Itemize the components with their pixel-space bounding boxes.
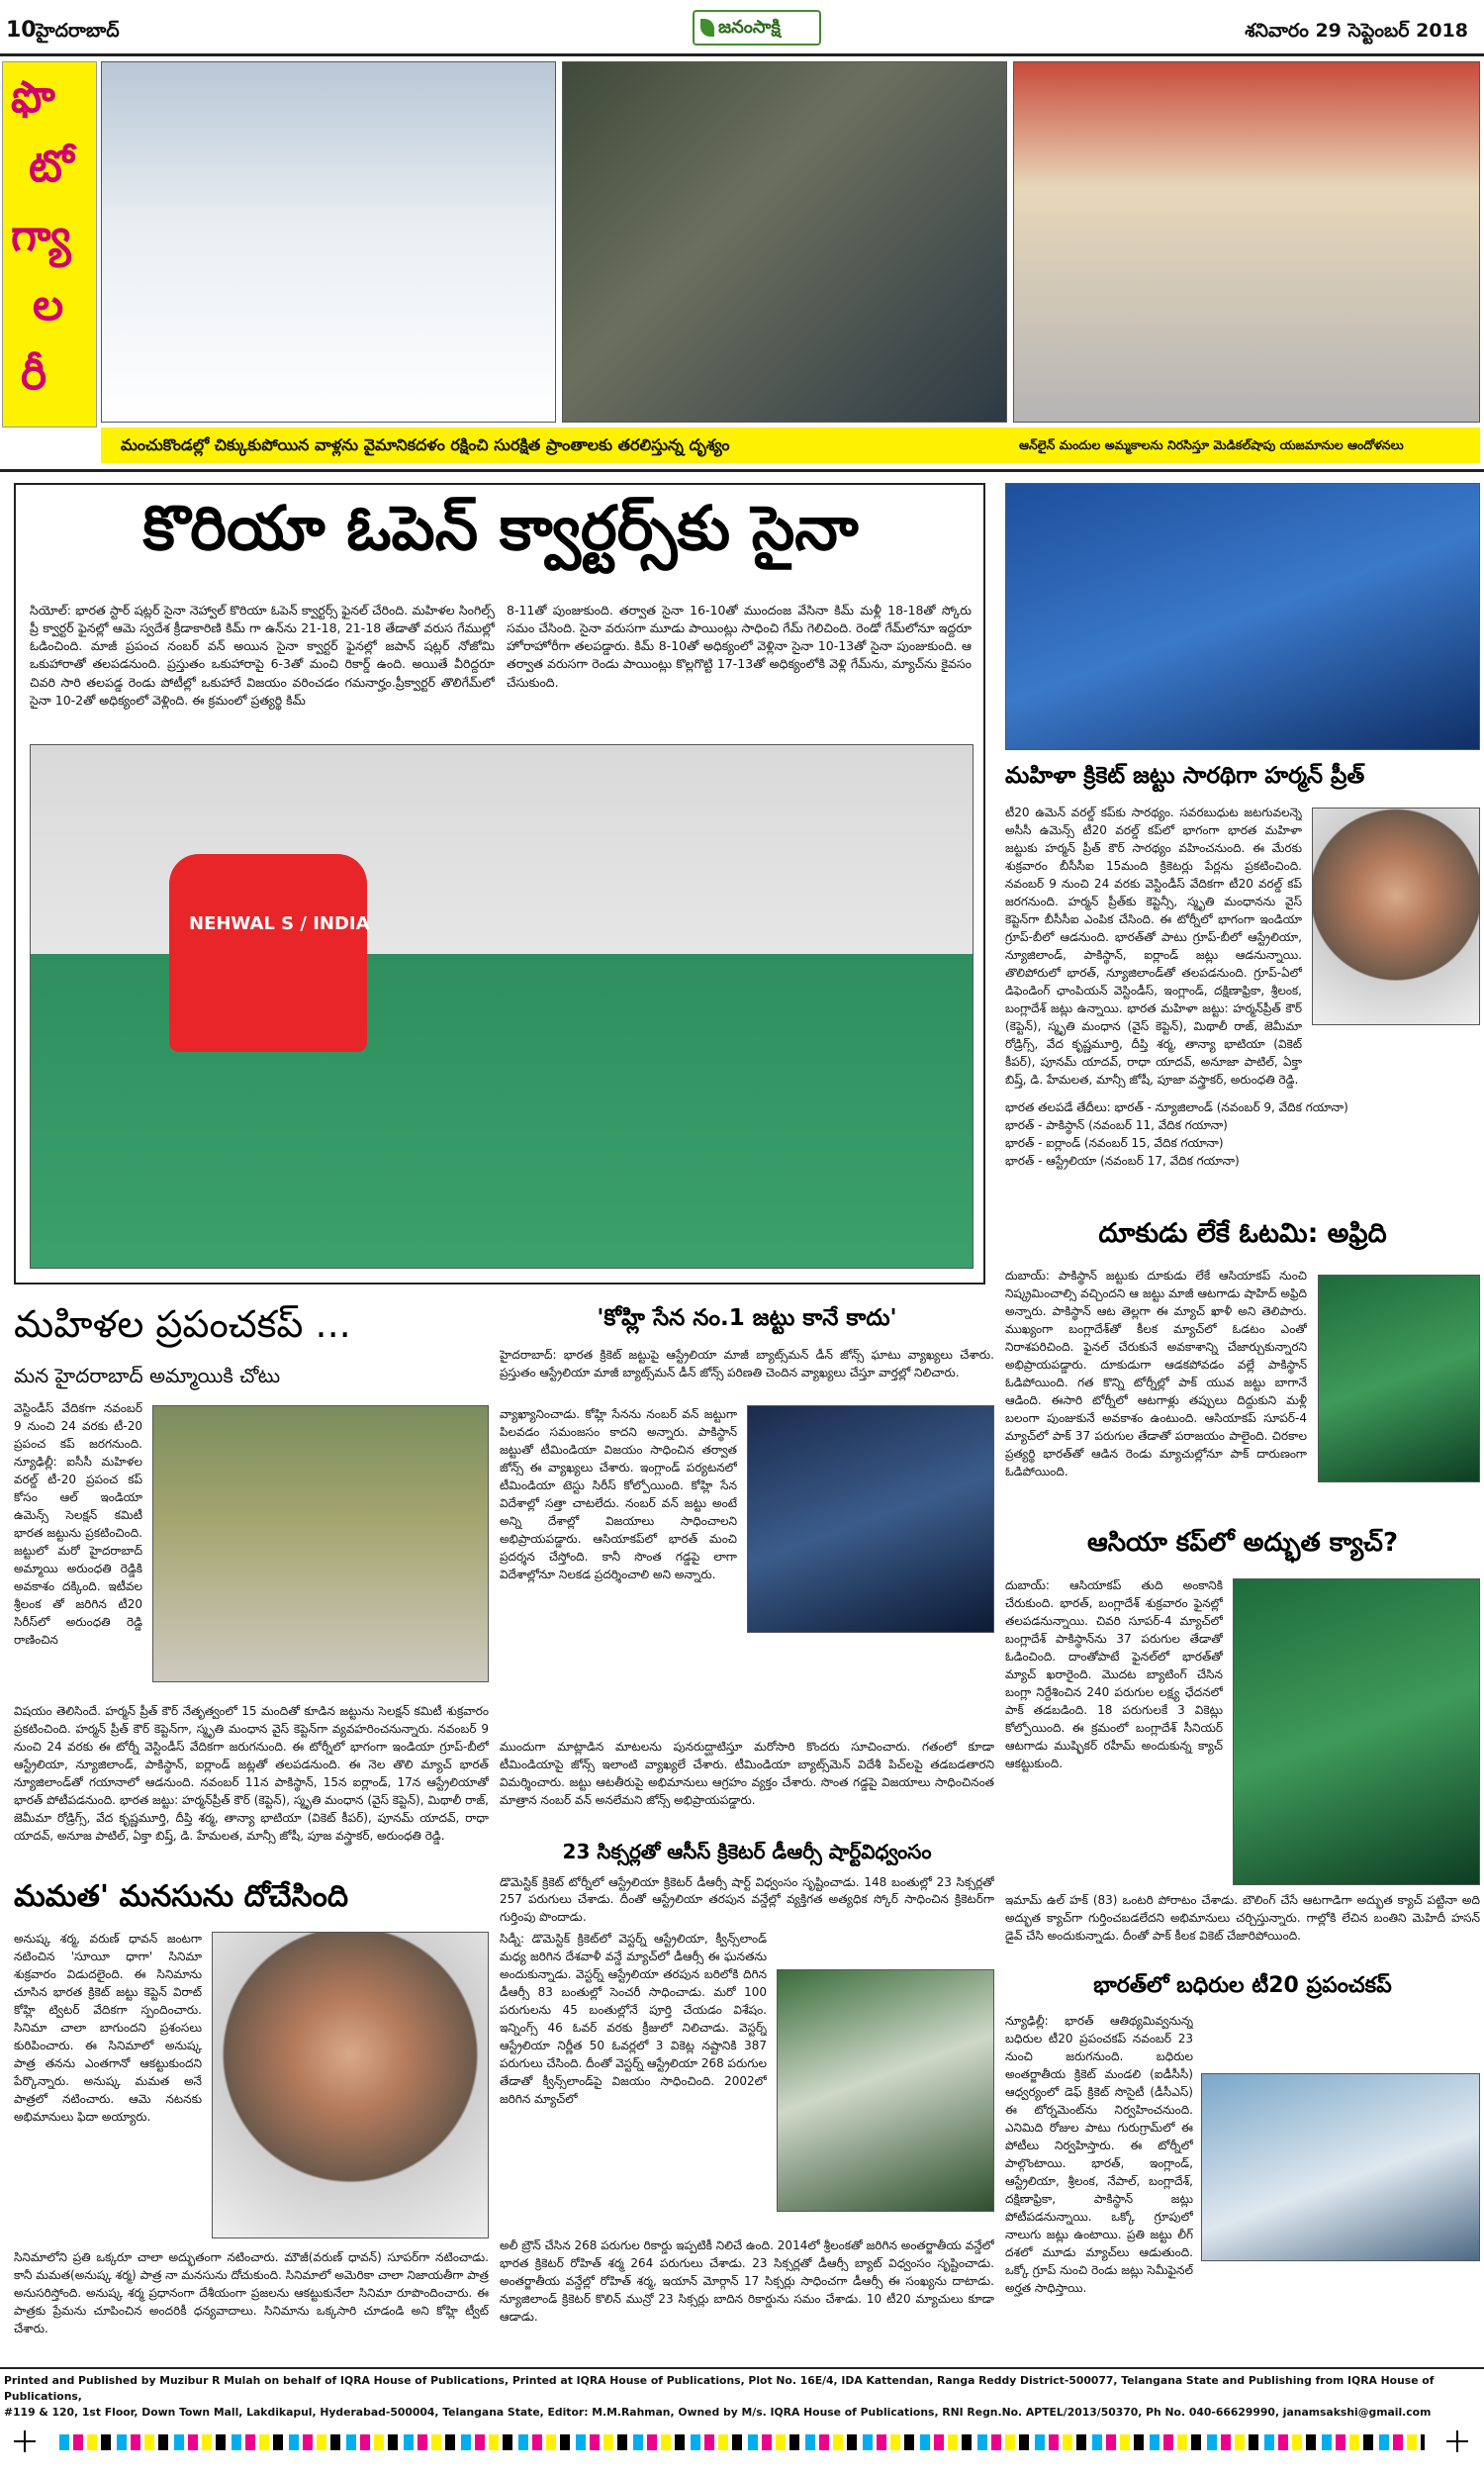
afridi-headline: దూకుడు లేకే ఓటమి: అఫ్రిది bbox=[1098, 1218, 1387, 1249]
schedule-list bbox=[1005, 1098, 1480, 1207]
wc-body-full: విషయం తెలిసిందే. హర్మన్ ప్రీత్ కౌర్ నేతృత్వంలో 15 మందితో కూడిన జట్టును సెలక్షన్ కమిటీ శుక్రవారం ప్రకటించింది. హర్మన్ ప్రీత్ కౌర్ కెప్టెన్‌గా, స్మృతి మంధాన వైస్ కెప్టెన్‌గా వ్యవహరించనున్నారు. నవంబర్ 9 నుంచి 24 వరకు ఈ టోర్నీ వెస్టిండీస్ వేదికగా జరుగనుంది. ఈ టోర్నీలో భాగంగా ఇండియా గ్రూప్-బీలో ఆస్ట్రేలియా, న్యూజిలాండ్, పాకిస్థాన్, ఐర్లాండ్ జట్లతో తలపడనుంది. ఈ నెల తొలి మ్యాచ్ భారత్ న్యూజిలాండ్‌తో గయానాలో ఆడనుంది. నవంబర్ 11న పాకిస్థాన్, 15న ఐర్లాండ్, 17న ఆస్ట్రేలియాతో భారత్ పోటీపడనుంది. భారత జట్టు: హర్మన్‌ప్రీత్ కౌర్ (కెప్టెన్), స్మృతి మంధాన (వైస్ కెప్టెన్), మిథాలీ రాజ్, జెమీమా రోడ్రిగ్స్, వేద కృష్ణమూర్తి, దీప్తి శర్మ, తాన్యా భాటియా (వికెట్ కీపర్), పూనమ్ యాదవ్, రాధా యాదవ్, అనూజ పాటిల్, ఏక్తా బిష్త్, డి. హేమలత, మాన్సీ జోషీ, పూజ వస్త్రాకర్, అరుంధతి రెడ్డి. bbox=[14, 1704, 489, 1843]
deaf-team-photo bbox=[1201, 2073, 1480, 2261]
paper-name: జనంసాక్షి bbox=[718, 17, 781, 38]
footer-rule bbox=[0, 2367, 1484, 2369]
mamata-body-full: సినిమాలోని ప్రతి ఒక్కరూ చాలా అద్భుతంగా నటించారు. మౌజీ(వరుణ్ ధావన్) సూపర్‌గా నటించాడు. కానీ మమత(అనుష్క శర్మ) పాత్ర నా మనసును దోచుకుంది. సినిమాలో అమెరికా చాలా నిజాయతీగా పాత్ర అనుసరిస్తోంది. అనుష్క శర్మ ప్రధానంగా దేశీయంగా ప్రజలను ఆకట్టుకునేలా సినిమా రూపొందించారు. ఈ పాత్రకు ప్రేమను చూపించిన అందరికీ ధన్యవాదాలు. సినిమాను ఒక్కసారి చూడండి అని కోహ్లి ట్వీట్ చేశారు. bbox=[14, 2250, 489, 2335]
gallery-letter: ఫొ bbox=[11, 72, 55, 123]
gallery-letter: గ్యా bbox=[11, 211, 71, 261]
wc-subhead: మన హైదరాబాద్ అమ్మాయికి చోటు bbox=[14, 1364, 281, 1387]
kohli-photo bbox=[212, 1932, 489, 2238]
deaf-body: న్యూఢిల్లీ: భారత్ ఆతిథ్యమివ్వనున్న బధిరుల టీ20 ప్రపంచకప్ నవంబర్ 23 నుంచి జరుగనుంది. బధిరుల అంతర్జాతీయ క్రికెట్ మండలి (ఐడీసీసీ) ఆధ్వర్యంలో డెఫ్ క్రికెట్ సొసైటీ (డీసీఎస్) ఈ టోర్నమెంట్‌ను నిర్వహించనుంది. ఎనిమిది రోజుల పాటు గురుగ్రామ్‌లో ఈ పోటీలు నిర్వహిస్తారు. ఈ టోర్నీలో పాల్గొంటాయి. భారత్, ఇంగ్లాండ్, ఆస్ట్రేలియా, శ్రీలంక, నేపాల్, బంగ్లాదేశ్, దక్షిణాఫ్రికా, పాకిస్థాన్ జట్లు పోటీపడనున్నాయి. ఒక్కో గ్రూపులో నాలుగు జట్లు ఉంటాయి. ప్రతి జట్టు లీగ్ దశలో మూడు మ్యాచ్‌లు ఆడుతుంది. ఒక్కో గ్రూప్ నుంచి రెండు జట్లు సెమీఫైనల్ అర్హత సాధిస్తాయి. bbox=[1005, 2014, 1193, 2295]
schedule-item: భారత తలపడే తేదీలు: భారత్ - న్యూజిలాండ్ (నవంబర్ 9, వేదిక గయానా) bbox=[1005, 1100, 1348, 1114]
saina-photo bbox=[30, 744, 974, 1269]
womens-team-photo bbox=[1005, 483, 1480, 750]
photo-gallery bbox=[0, 59, 1484, 470]
wc-body-narrow: వెస్టిండీస్ వేదికగా నవంబర్ 9 నుంచి 24 వరకు టీ-20 ప్రపంచ కప్ జరగనుంది. న్యూఢిల్లీ: ఐసీసీ మహిళల వరల్డ్ టీ-20 ప్రపంచ కప్ కోసం ఆల్ ఇండియా ఉమెన్స్ సెలక్షన్ కమిటీ భారత జట్టును ప్రకటించింది. జట్టులో మరో హైదరాబాద్ అమ్మాయి అరుంధతి రెడ్డికి అవకాశం దక్కింది. ఇటీవల శ్రీలంక తో జరిగిన టీ20 సిరీస్‌లో అరుంధతి రెడ్డి రాణించిన bbox=[14, 1401, 142, 1647]
kohli-team-article bbox=[500, 1306, 994, 1831]
short-article bbox=[500, 1841, 994, 2350]
gallery-caption-left: మంచుకొండల్లో చిక్కుకుపోయిన వాళ్లను వైమానికదళం రక్షించి సురక్షిత ప్రాంతాలకు తరలిస్తున్న దృశ్యం bbox=[121, 435, 730, 454]
darcy-short-photo bbox=[777, 1969, 994, 2212]
registration-dots bbox=[59, 2434, 1425, 2450]
afridi-photo bbox=[1318, 1275, 1480, 1482]
mamata-body-narrow: అనుష్క శర్మ, వరుణ్ ధావన్ జంటగా నటించిన 'సూయీ ధాగా' సినిమా శుక్రవారం విడుదలైంది. ఈ సినిమాను చూసిన భారత క్రికెట్ జట్టు కెప్టెన్ విరాట్ కోహ్లి ట్విటర్ వేదికగా స్పందించారు. సినిమా చాలా బాగుందని ప్రశంసలు కురిపించారు. ఈ సినిమాలో అనుష్క పాత్ర తనను ఎంతగానో ఆకట్టుకుందని పేర్కొన్నారు. అనుష్క మమత అనే పాత్రలో నటించారు. ఆమె నటనకు అభిమానులు ఫిదా అయ్యారు. bbox=[14, 1932, 202, 2124]
deaf-t20-article bbox=[1005, 1974, 1480, 2365]
schedule-item: భారత్ - ఐర్లాండ్ (నవంబర్ 15, వేదిక గయానా) bbox=[1005, 1136, 1224, 1150]
asia-headline: ఆసియా కప్‌లో అద్భుత క్యాచ్? bbox=[1086, 1528, 1399, 1558]
afridi-article bbox=[1005, 1219, 1480, 1516]
asia-body-full: ఇమామ్ ఉల్ హక్ (83) ఒంటరి పోరాటం చేశాడు. బౌలింగ్ చేసే ఆటగాడిగా అద్భుత క్యాచ్ పట్టినా అది అద్భుత క్యాచ్‌గా గుర్తించబడలేదని అభిమానులు చర్చిస్తున్నారు. గాల్లోకి లేచిన బంతిని మెహిదీ హసన్ డైవ్ చేసి అందుకున్నాడు. దీంతో పాక్ కీలక వికెట్ చేజారిపోయింది. bbox=[1005, 1893, 1480, 1943]
saina-col2: 8-11తో పుంజుకుంది. తర్వాత సైనా 16-10తో ముందంజ వేసినా కిమ్ మళ్లీ 18-18తో స్కోరు సమం చేసింది. సైనా వరుసగా మూడు పాయింట్లు సాధించి గేమ్ గెలిచింది. రెండో గేమ్‌లోనూ ఇద్దరూ హోరాహోరీగా తలపడ్డారు. కిమ్ 8-10తో అధిక్యంలో వెళ్లినా సైనా 10-13తో సైనా పుంజుకుంది. ఆ తర్వాత వరుసగా రెండు పాయింట్లు కొల్లగొట్టి 17-13తో అధిక్యంలోకి వెళ్లి గేమ్‌ను, మ్యాచ్‌ను కైవసం చేసుకుంది. bbox=[507, 603, 972, 690]
mamata-article bbox=[14, 1880, 489, 2350]
wc-headline: మహిళల ప్రపంచకప్ ... bbox=[14, 1302, 351, 1346]
gallery-rule bbox=[0, 469, 1484, 472]
paper-logo bbox=[693, 10, 821, 46]
kohli-team-body-narrow: వ్యాఖ్యానించాడు. కోహ్లి సేనను నంబర్ వన్ జట్టుగా పిలవడం సమంజసం కాదని అన్నారు. పాకిస్థాన్ జట్టుతో టీమిండియా విజయం సాధించిన తర్వాత జోన్స్ ఈ వ్యాఖ్యలు చేశారు. ఇంగ్లాండ్ పర్యటనలో టీమిండియా టెస్టు సిరీస్ కోల్పోయింది. కోహ్లి సేన విదేశాల్లో సత్తా చాటలేదు. నంబర్ వన్ జట్టు అంటే అన్ని దేశాల్లో విజయాలు సాధించాలని అభిప్రాయపడ్డారు. ఆసియాకప్‌లో భారత్ మంచి ప్రదర్శన చేస్తోంది. కానీ సొంత గడ్డపై లాగా విదేశాల్లోనూ నిలకడ ప్రదర్శించాలి అని అన్నారు. bbox=[500, 1407, 737, 1581]
short-body-narrow: సిడ్నీ: డొమెస్టిక్ క్రికెట్‌లో వెస్టర్న్ ఆస్ట్రేలియా, క్వీన్స్‌లాండ్ మధ్య జరిగిన దేశవాళీ వన్డే మ్యాచ్‌లో డీఆర్సీ ఈ ఘనతను అందుకున్నాడు. వెస్టర్న్ ఆస్ట్రేలియా తరపున బరిలోకి దిగిన డీఆర్సీ 83 బంతుల్లో సెంచరీ సాధించాడు. మరో 100 పరుగులను 45 బంతుల్లోనే పూర్తి చేయడం విశేషం. ఇన్నింగ్స్ 46 ఓవర్ వరకు క్రీజులో నిలిచాడు. వెస్టర్న్ ఆస్ట్రేలియా నిర్ణీత 50 ఓవర్లలో 3 వికెట్ల నష్టానికి 387 పరుగులు చేసింది. దీంతో వెస్టర్న్ ఆస్ట్రేలియా 268 పరుగుల తేడాతో క్వీన్స్‌లాండ్‌పై విజయం సాధించింది. 2002లో జరిగిన మ్యాచ్‌లో bbox=[500, 1932, 767, 2106]
imprint-line: #119 & 120, 1st Floor, Down Town Mall, Lakdikapul, Hyderabad-500004, Telangana State, Editor: M.M.Rahman, Owned by M/s. IQRA House of Publications, RNI Regn.No. APTEL/2013/50370, Ph No. 040-66629990, janamsakshi@gmail.com bbox=[4, 2406, 1432, 2420]
harmanpreet-photo bbox=[1312, 808, 1480, 1025]
saina-headline: కొరియా ఓపెన్ క్వార్టర్స్‌కు సైనా bbox=[142, 492, 859, 564]
page-number: 10 bbox=[6, 18, 37, 43]
imprint-line: Printed and Published by Muzibur R Mulah on behalf of IQRA House of Publications, Printed at IQRA House of Publications, Plot No. 16E/4, IDA Kattendan, Ranga Reddy District-500077, Telangana State and Publishing from IQRA House of Publications, bbox=[4, 2374, 1435, 2404]
gallery-caption-bar bbox=[101, 428, 1480, 463]
mamata-headline: మమత' మనసును దోచేసింది bbox=[14, 1879, 349, 1914]
gallery-label bbox=[2, 61, 97, 428]
bangladesh-players-photo bbox=[1233, 1578, 1480, 1885]
short-intro: డొమెస్టిక్ క్రికెట్ టోర్నీలో ఆస్ట్రేలియా క్రికెటర్ డీఆర్సీ షార్ట్ విధ్వంసం సృష్టించాడు. 148 బంతుల్లో 23 సిక్సర్లతో 257 పరుగులు చేశాడు. దీంతో ఆస్ట్రేలియా తరపున వన్డేల్లో వ్యక్తిగత అత్యధిక స్కోర్ సాధించిన క్రికెటర్‌గా గుర్తింపు పొందాడు. bbox=[500, 1875, 994, 1924]
harman-headline: మహిళా క్రికెట్ జట్టు సారథిగా హర్మన్ ప్రీత్ bbox=[1005, 763, 1365, 789]
gallery-letter: ల bbox=[33, 280, 64, 331]
kohli-team-headline: 'కోహ్లి సేన నం.1 జట్టు కానే కాదు' bbox=[597, 1305, 897, 1331]
issue-date: శనివారం 29 సెప్టెంబర్ 2018 bbox=[1245, 20, 1468, 42]
crop-mark-right bbox=[1446, 2430, 1468, 2452]
harman-article bbox=[1005, 752, 1480, 1217]
kohli-team-intro: హైదరాబాద్: భారత క్రికెట్ జట్టుపై ఆస్ట్రేలియా మాజీ బ్యాట్స్‌మన్ డీన్ జోన్స్ ఘాటు వ్యాఖ్యలు చేశారు. ప్రస్తుతం ఆస్ట్రేలియా మాజీ బ్యాట్స్‌మన్ డీన్ జోన్స్ పరిణతి చెందిన వ్యాఖ్యలు చేస్తూ వార్తల్లో నిలిచారు. bbox=[500, 1348, 994, 1380]
schedule-item: భారత్ - ఆస్ట్రేలియా (నవంబర్ 17, వేదిక గయానా) bbox=[1005, 1154, 1240, 1168]
player-jersey bbox=[169, 854, 367, 1052]
short-headline: 23 సిక్సర్లతో ఆసీస్ క్రికెటర్ డీఆర్సీ షార్ట్‌విధ్వంసం bbox=[562, 1840, 932, 1863]
asia-cup-article bbox=[1005, 1529, 1480, 1969]
saina-article bbox=[14, 483, 985, 1285]
saina-col1: సియోల్: భారత స్టార్ షట్లర్ సైనా నెహ్వాల్ కొరియా ఓపెన్ క్వార్టర్స్ ఫైనల్ చేరింది. మహిళల సింగిల్స్ ప్రీ క్వార్టర్ ఫైనల్లో ఆమె స్వదేశ క్రీడాకారిణి కిమ్ గా ఉన్‌ను 21-18, 21-18 తేడాతో వరుస గేముల్లో ఓడించింది. మాజీ ప్రపంచ నంబర్ వన్ అయిన సైనా క్వార్టర్ ఫైనల్లో జపాన్ షట్లర్ నోజోమి ఒకుహారాతో తలపడనుంది. ప్రస్తుతం ఒకుహారాపై 6-3తో మంచి రికార్డ్ ఉంది. అయితే వీరిద్దరూ చివరి సారి తలపడ్డ రెండు పోటీల్లో ఒకుహారే విజయం వరించడం గమనార్హం.ప్రీక్వార్టర్ తొలిగేమ్‌లో సైనా 10-2తో అధిక్యంలో వెళ్లింది. ఈ క్రమంలో ప్రత్యర్థి కిమ్ bbox=[30, 603, 495, 708]
arundhati-reddy-photo bbox=[152, 1405, 489, 1682]
gallery-caption-right: ఆన్‌లైన్ మందుల అమ్మకాలను నిరసిస్తూ మెడికల్‌షాపు యజమానుల ఆందోళనలు bbox=[1019, 437, 1404, 452]
kohli-team-body-full: ముందుగా మాట్లాడిన మాటలను పునరుద్ఘాటిస్తూ మరోసారి కొందరు సూచించారు. గతంలో కూడా టీమిండియాపై జోన్స్ ఇలాంటి వ్యాఖ్యలే చేశారు. టీమిండియా బ్యాట్స్‌మెన్ విదేశీ పిచ్‌లపై తడబడతారని విమర్శించారు. జట్టు ఆటతీరుపై అభిమానులు ఆగ్రహం వ్యక్తం చేశారు. సొంత గడ్డపై విజయాలు సాధించినంత మాత్రాన నంబర్ వన్ అనలేమని జోన్స్ అభిప్రాయపడ్డారు. bbox=[500, 1740, 994, 1807]
masthead-rule bbox=[0, 53, 1484, 56]
deaf-headline: భారత్‌లో బధిరుల టీ20 ప్రపంచకప్ bbox=[1093, 1973, 1392, 1998]
medical-shop-protest-photo bbox=[1013, 61, 1480, 423]
asia-body-narrow: దుబాయ్: ఆసియాకప్ తుది అంకానికి చేరుకుంది. భారత్, బంగ్లాదేశ్ శుక్రవారం ఫైనల్లో తలపడనున్నాయి. చివరి సూపర్-4 మ్యాచ్‌లో బంగ్లాదేశ్ పాకిస్థాన్‌ను 37 పరుగుల తేడాతో ఓడించింది. దాంతోపాటే ఫైనల్‌లో భారత్‌తో మ్యాచ్ ఖరారైంది. మొదట బ్యాటింగ్ చేసిన బంగ్లా నిర్దేశించిన 240 పరుగుల లక్ష్య ఛేదనలో పాక్ తడబడింది. 18 పరుగులకే 3 వికెట్లు కోల్పోయింది. ఈ క్రమంలో బంగ్లాదేశ్ సీనియర్ ఆటగాడు ముష్ఫికర్ రహీమ్ అందుకున్న క్యాచ్ ఆకట్టుకుంది. bbox=[1005, 1578, 1223, 1770]
helicopter-rescue-photo bbox=[101, 61, 556, 423]
rescued-people-photo bbox=[562, 61, 1007, 423]
schedule-item: భారత్ - పాకిస్థాన్ (నవంబర్ 11, వేదిక గయానా) bbox=[1005, 1118, 1228, 1132]
edition-name: హైదరాబాద్ bbox=[36, 20, 120, 42]
leaf-icon bbox=[700, 19, 714, 37]
afridi-body: దుబాయ్: పాకిస్థాన్ జట్టుకు దూకుడు లేకే ఆసియాకప్ నుంచి నిష్క్రమించాల్సి వచ్చిందని ఆ జట్టు మాజీ ఆటగాడు షాహిద్ అఫ్రిది అన్నారు. పాకిస్థాన్ ఆట తెల్లగా ఈ మ్యాచ్ ఖాళీ అని తెలిపారు. ముఖ్యంగా బంగ్లాదేశ్‌తో కీలక మ్యాచ్‌లో ఓడటం ఎంతో నిరాశపరిచింది. ఫైనల్ చేరుకునే అవకాశాన్ని చేజార్చుకున్నారని అభిప్రాయపడ్డారు. దూకుడుగా ఆడకపోవడం వల్లే పాకిస్థాన్ ఓడిపోయింది. గత కొన్ని టోర్నీల్లో పాక్ యువ జట్టు బాగానే ఆడింది. ఈసారి టోర్నీలో ఆటగాళ్లు తప్పులు దిద్దుకుని మళ్లీ బలంగా పుంజుకునే అవకాశం ఉంటుంది. ఆసియాకప్ సూపర్-4 మ్యాచ్‌లో పాక్ 37 పరుగుల తేడాతో పరాజయం పాలైంది. చిరకాల ప్రత్యర్థి భారత్‌తో ఆడిన రెండు మ్యాచుల్లోనూ పాక్ దారుణంగా ఓడిపోయింది. bbox=[1005, 1269, 1307, 1478]
gallery-letter: టో bbox=[29, 142, 74, 192]
jersey-text: NEHWAL S / INDIA bbox=[189, 913, 370, 934]
masthead bbox=[0, 0, 1484, 57]
short-body-full: అలీ బ్రౌన్ చేసిన 268 పరుగుల రికార్డు ఇప్పటికీ నిలిచే ఉంది. 2014లో శ్రీలంకతో జరిగిన అంతర్జాతీయ వన్డేలో భారత క్రికెటర్ రోహిత్ శర్మ 264 పరుగులు చేశాడు. 23 సిక్సర్లతో డీఆర్సీ బ్యాట్ విధ్వంసం సృష్టించాడు. అంతర్జాతీయ వన్డేల్లో రోహిత్ శర్మ, ఇయాన్ మోర్గాన్ 17 సిక్సర్లు సాధించగా డీఆర్సీ ఈ సంఖ్యను దాటాడు. న్యూజిలాండ్ క్రికెటర్ కొలిన్ మున్రో 23 సిక్సర్లు బాదిన రికార్డును సమం చేశాడు. 10 టీ20 మ్యాచులు కూడా ఆడాడు. bbox=[500, 2238, 994, 2324]
crop-mark-left bbox=[14, 2430, 36, 2452]
dean-jones-photo bbox=[747, 1405, 994, 1633]
gallery-letter: రీ bbox=[21, 349, 47, 400]
color-registration-strip bbox=[0, 2427, 1484, 2466]
harman-body: టీ20 ఉమెన్ వరల్డ్ కప్‌కు సారథ్యం. సవరబుధుట జటగువలన్నె అసీసీ ఉమెన్స్ టీ20 వరల్డ్ కప్‌లో భాగంగా భారత మహిళా జట్టుకు హర్మన్ ప్రీత్ కౌర్ సారథ్యం వహించనుంది. ఈ మేరకు శుక్రవారం బీసీసీఐ 15మంది క్రికెటర్లు పేర్లను ప్రకటించింది. నవంబర్ 9 నుంచి 24 వరకు వెస్టిండీస్ వేదికగా టీ20 వరల్డ్ కప్ జరగనుంది. హర్మన్ ప్రీత్‌కు కెప్టెన్సీ, స్మృతి మంధానను వైస్ కెప్టెన్‌గా బీసీసీఐ ఎంపిక చేసింది. ఈ టోర్నీలో భాగంగా ఇండియా గ్రూప్-బీలో ఆడనుంది. భారత్‌తో పాటు గ్రూప్-బీలో ఆస్ట్రేలియా, న్యూజిలాండ్, పాకిస్థాన్, ఐర్లాండ్ జట్లు ఆడనున్నాయి. తొలిపోరులో భారత్, న్యూజిలాండ్‌తో తలపడనుంది. గ్రూప్-ఏలో డిఫెండింగ్ ఛాంపియన్ వెస్టిండీస్, ఇంగ్లాండ్, దక్షిణాఫ్రికా, శ్రీలంక, బంగ్లాదేశ్ జట్లు ఉన్నాయి. భారత మహిళా జట్టు: హర్మన్‌ప్రీత్ కౌర్ (కెప్టెన్), స్మృతి మంధాన (వైస్ కెప్టెన్), మిథాలీ రాజ్, జెమీమా రోడ్రిగ్స్, వేద కృష్ణమూర్తి, దీప్తి శర్మ, తాన్యా భాటియా (వికెట్ కీపర్), పూనమ్ యాదవ్, రాధా యాదవ్, అనూజా పాటిల్, ఏక్తా బిష్త్, డి. హేమలత, మాన్సీ జోషీ, పూజా వస్త్రాకర్, అరుంధతి రెడ్డి. bbox=[1005, 806, 1302, 1087]
womens-wc-article bbox=[14, 1286, 489, 1870]
imprint bbox=[4, 2373, 1480, 2420]
